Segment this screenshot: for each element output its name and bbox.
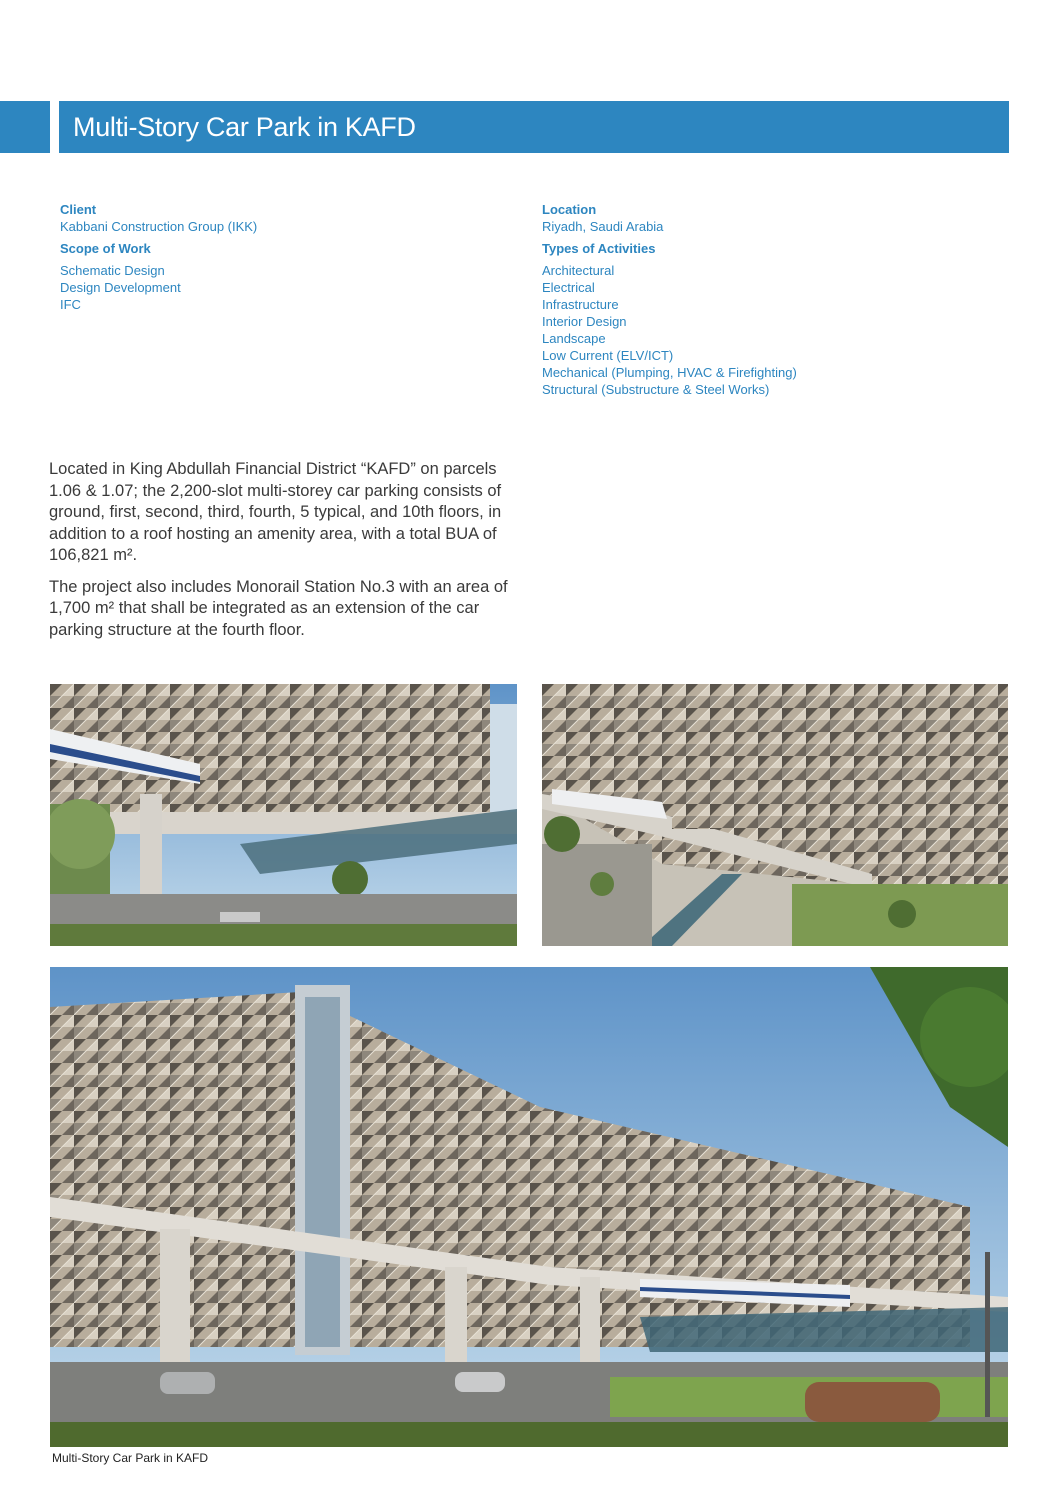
- activity-item: Architectural: [542, 263, 615, 278]
- photo-main-street-view: [50, 967, 1008, 1447]
- client-label: Client: [60, 202, 97, 217]
- activities-label: Types of Activities: [542, 241, 656, 256]
- activity-item: Low Current (ELV/ICT): [542, 348, 674, 363]
- activity-item: Electrical: [542, 280, 595, 295]
- scope-label: Scope of Work: [60, 241, 151, 256]
- description-paragraph: Located in King Abdullah Financial District “KAFD” on parcels 1.06 & 1.07; the 2,200-slot multi-storey car parking consists of ground, first, second, third, fourth, 5 typical, and 10th floors, in addition to a roof hosting an amenity area, with a total BUA of 106,821 m².: [49, 460, 502, 564]
- activity-item: Mechanical (Plumping, HVAC & Firefighting): [542, 365, 797, 380]
- client-block: [60, 201, 257, 313]
- location-label: Location: [542, 202, 597, 217]
- scope-list: [60, 262, 257, 313]
- location-block: [542, 201, 797, 398]
- description-paragraph: The project also includes Monorail Station No.3 with an area of 1,700 m² that shall be integrated as an extension of the car parking structure at the fourth floor.: [49, 577, 508, 639]
- page-title: Multi-Story Car Park in KAFD: [59, 101, 1009, 153]
- activity-item: Structural (Substructure & Steel Works): [542, 382, 770, 397]
- photo-aerial-view: [542, 684, 1008, 946]
- activity-item: Infrastructure: [542, 297, 619, 312]
- scope-item: Schematic Design: [60, 263, 165, 278]
- photo-monorail-entrance: [50, 684, 517, 946]
- client-value: Kabbani Construction Group (IKK): [60, 219, 258, 234]
- scope-item: Design Development: [60, 280, 181, 295]
- image-caption: Multi-Story Car Park in KAFD: [52, 1451, 209, 1465]
- location-value: Riyadh, Saudi Arabia: [542, 219, 664, 234]
- header-accent: [0, 101, 50, 153]
- activity-item: Landscape: [542, 331, 606, 346]
- project-description: [49, 459, 529, 651]
- activity-item: Interior Design: [542, 314, 627, 329]
- activities-list: [542, 262, 797, 398]
- scope-item: IFC: [60, 297, 81, 312]
